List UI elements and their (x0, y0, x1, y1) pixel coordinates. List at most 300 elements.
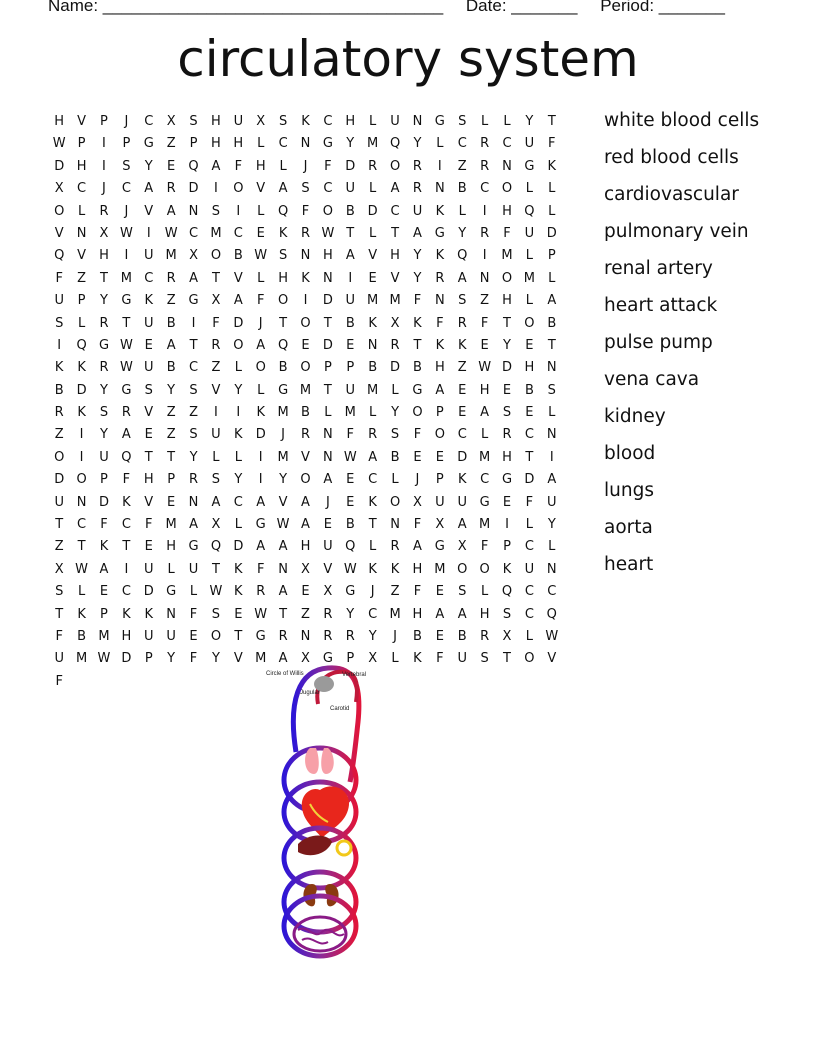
grid-letter[interactable]: E (525, 405, 534, 421)
grid-letter[interactable]: H (233, 136, 244, 152)
grid-letter[interactable]: J (124, 203, 129, 219)
grid-letter[interactable]: Y (234, 382, 243, 398)
grid-letter[interactable]: N (188, 494, 199, 510)
grid-letter[interactable]: O (524, 651, 535, 667)
grid-letter[interactable]: R (480, 225, 490, 241)
grid-letter[interactable]: F (480, 315, 489, 331)
grid-letter[interactable]: P (77, 136, 86, 152)
grid-letter[interactable]: P (435, 472, 444, 488)
grid-letter[interactable]: R (323, 606, 333, 622)
grid-letter[interactable]: C (144, 270, 154, 286)
grid-letter[interactable]: A (412, 225, 422, 241)
grid-letter[interactable]: R (502, 427, 512, 443)
grid-letter[interactable]: P (100, 114, 108, 129)
grid-letter[interactable]: F (525, 494, 534, 510)
grid-letter[interactable]: P (144, 651, 153, 667)
grid-letter[interactable]: F (413, 584, 422, 600)
grid-letter[interactable]: E (435, 628, 444, 644)
grid-letter[interactable]: R (99, 360, 109, 376)
grid-letter[interactable]: S (458, 114, 467, 129)
grid-letter[interactable]: R (412, 158, 422, 174)
grid-letter[interactable]: Y (100, 293, 108, 309)
grid-letter[interactable]: X (412, 494, 422, 510)
grid-letter[interactable]: X (502, 628, 512, 644)
grid-letter[interactable]: R (480, 136, 490, 152)
grid-letter[interactable]: L (548, 203, 556, 219)
grid-letter[interactable]: T (525, 449, 534, 465)
grid-letter[interactable]: Y (100, 427, 108, 443)
grid-letter[interactable]: U (144, 628, 154, 644)
grid-letter[interactable]: K (457, 337, 467, 353)
grid-letter[interactable]: U (524, 136, 535, 152)
grid-letter[interactable]: M (210, 225, 222, 241)
grid-letter[interactable]: W (343, 561, 357, 577)
grid-letter[interactable]: C (524, 539, 534, 555)
grid-letter[interactable]: S (458, 293, 467, 309)
grid-letter[interactable]: V (54, 225, 64, 241)
grid-letter[interactable]: E (189, 628, 198, 644)
grid-letter[interactable]: R (345, 628, 355, 644)
grid-letter[interactable]: F (212, 315, 220, 331)
grid-letter[interactable]: K (234, 427, 243, 443)
grid-letter[interactable]: U (547, 494, 557, 510)
grid-letter[interactable]: Y (234, 472, 243, 488)
grid-letter[interactable]: A (144, 181, 154, 197)
grid-letter[interactable]: Z (166, 427, 176, 443)
grid-letter[interactable]: V (368, 248, 378, 264)
grid-letter[interactable]: D (121, 651, 132, 667)
grid-letter[interactable]: X (435, 517, 445, 533)
grid-letter[interactable]: M (299, 382, 312, 398)
grid-letter[interactable]: I (214, 181, 218, 197)
grid-letter[interactable]: E (167, 158, 176, 174)
grid-letter[interactable]: Q (188, 158, 199, 174)
grid-letter[interactable]: P (122, 136, 131, 152)
grid-letter[interactable]: I (214, 405, 218, 421)
grid-letter[interactable]: T (55, 606, 64, 622)
grid-letter[interactable]: U (144, 248, 154, 264)
grid-letter[interactable]: U (188, 561, 199, 577)
grid-letter[interactable]: E (144, 337, 153, 353)
grid-letter[interactable]: L (167, 561, 175, 577)
grid-letter[interactable]: V (144, 494, 154, 510)
grid-letter[interactable]: E (167, 494, 176, 510)
date-field[interactable]: Date: _______ (465, 0, 578, 15)
grid-letter[interactable]: F (234, 158, 243, 174)
grid-letter[interactable]: X (390, 315, 400, 331)
grid-letter[interactable]: I (482, 248, 487, 264)
grid-letter[interactable]: G (98, 337, 110, 353)
grid-letter[interactable]: T (279, 315, 288, 331)
grid-letter[interactable]: D (502, 360, 513, 376)
grid-letter[interactable]: N (502, 158, 512, 174)
grid-letter[interactable]: H (345, 114, 356, 129)
grid-letter[interactable]: C (121, 181, 131, 197)
grid-letter[interactable]: H (143, 472, 154, 488)
grid-letter[interactable]: F (480, 539, 489, 555)
grid-letter[interactable]: X (189, 248, 198, 264)
grid-letter[interactable]: K (502, 561, 512, 577)
grid-letter[interactable]: T (279, 606, 288, 622)
grid-letter[interactable]: R (166, 181, 176, 197)
grid-letter[interactable]: Q (546, 606, 557, 622)
grid-letter[interactable]: O (233, 181, 244, 197)
grid-letter[interactable]: F (548, 136, 556, 152)
grid-letter[interactable]: Y (211, 651, 220, 667)
grid-letter[interactable]: U (54, 651, 64, 667)
grid-letter[interactable]: D (143, 584, 154, 600)
grid-letter[interactable]: V (144, 405, 154, 421)
grid-letter[interactable]: K (54, 360, 64, 376)
grid-letter[interactable]: L (324, 405, 332, 421)
grid-letter[interactable]: S (458, 584, 467, 600)
grid-letter[interactable]: C (524, 427, 534, 443)
grid-letter[interactable]: R (368, 158, 378, 174)
grid-letter[interactable]: E (346, 472, 355, 488)
grid-letter[interactable]: H (390, 248, 400, 264)
grid-letter[interactable]: Y (279, 472, 288, 488)
grid-letter[interactable]: N (546, 427, 557, 443)
grid-letter[interactable]: L (234, 360, 242, 376)
grid-letter[interactable]: X (301, 561, 310, 577)
grid-letter[interactable]: K (368, 561, 377, 577)
grid-letter[interactable]: S (278, 248, 288, 264)
grid-letter[interactable]: C (121, 517, 131, 533)
grid-letter[interactable]: I (79, 449, 84, 465)
grid-letter[interactable]: I (57, 337, 62, 353)
grid-letter[interactable]: U (457, 651, 467, 667)
grid-letter[interactable]: A (457, 517, 467, 533)
grid-letter[interactable]: Q (524, 203, 535, 219)
grid-letter[interactable]: Q (76, 337, 87, 353)
grid-letter[interactable]: I (258, 449, 263, 465)
grid-letter[interactable]: U (435, 494, 445, 510)
grid-letter[interactable]: S (189, 114, 198, 129)
grid-letter[interactable]: T (122, 315, 131, 331)
grid-letter[interactable]: T (144, 449, 153, 465)
grid-letter[interactable]: T (100, 270, 108, 286)
grid-letter[interactable]: P (189, 136, 198, 152)
grid-letter[interactable]: Y (547, 517, 556, 533)
grid-letter[interactable]: M (434, 561, 446, 577)
grid-letter[interactable]: L (279, 158, 287, 174)
grid-letter[interactable]: W (478, 360, 492, 376)
grid-letter[interactable]: D (367, 203, 378, 219)
grid-letter[interactable]: F (346, 427, 355, 443)
grid-letter[interactable]: L (391, 382, 399, 398)
grid-letter[interactable]: U (144, 360, 154, 376)
grid-letter[interactable]: L (525, 628, 534, 644)
grid-letter[interactable]: R (189, 472, 199, 488)
grid-letter[interactable]: T (503, 651, 511, 667)
grid-letter[interactable]: F (189, 606, 198, 622)
grid-letter[interactable]: W (164, 225, 178, 241)
grid-letter[interactable]: D (233, 539, 244, 555)
grid-letter[interactable]: B (412, 360, 422, 376)
grid-letter[interactable]: W (254, 248, 268, 264)
grid-letter[interactable]: P (503, 539, 511, 555)
grid-letter[interactable]: C (189, 360, 199, 376)
grid-letter[interactable]: Y (346, 606, 355, 622)
grid-letter[interactable]: L (212, 449, 220, 465)
grid-letter[interactable]: S (55, 584, 64, 600)
grid-letter[interactable]: N (434, 181, 445, 197)
grid-letter[interactable]: F (436, 651, 444, 667)
grid-letter[interactable]: K (413, 651, 422, 667)
grid-letter[interactable]: O (524, 315, 535, 331)
grid-letter[interactable]: P (100, 606, 108, 622)
grid-letter[interactable]: A (99, 561, 109, 577)
grid-letter[interactable]: B (390, 449, 400, 465)
grid-letter[interactable]: E (525, 337, 534, 353)
grid-letter[interactable]: S (211, 472, 221, 488)
grid-letter[interactable]: R (300, 225, 311, 241)
grid-letter[interactable]: A (166, 337, 176, 353)
grid-letter[interactable]: V (547, 651, 557, 667)
grid-letter[interactable]: Y (368, 628, 377, 644)
grid-letter[interactable]: B (547, 315, 557, 331)
grid-letter[interactable]: U (323, 539, 333, 555)
grid-letter[interactable]: W (52, 136, 66, 152)
grid-letter[interactable]: Z (211, 360, 221, 376)
grid-letter[interactable]: H (278, 270, 288, 286)
grid-letter[interactable]: L (391, 472, 399, 488)
grid-letter[interactable]: O (322, 203, 333, 219)
grid-letter[interactable]: L (77, 584, 86, 600)
grid-letter[interactable]: Q (345, 539, 356, 555)
grid-letter[interactable]: K (368, 315, 377, 331)
grid-letter[interactable]: H (322, 248, 333, 264)
grid-letter[interactable]: K (122, 606, 131, 622)
grid-letter[interactable]: J (303, 158, 308, 174)
grid-letter[interactable]: U (166, 628, 176, 644)
grid-letter[interactable]: Y (391, 405, 400, 421)
grid-letter[interactable]: N (546, 360, 557, 376)
grid-letter[interactable]: K (301, 114, 310, 129)
grid-letter[interactable]: Q (501, 584, 513, 600)
grid-letter[interactable]: D (457, 449, 468, 465)
grid-letter[interactable]: I (482, 203, 487, 219)
grid-letter[interactable]: L (525, 293, 534, 309)
grid-letter[interactable]: O (412, 405, 423, 421)
grid-letter[interactable]: A (189, 270, 198, 286)
grid-letter[interactable]: O (389, 494, 401, 510)
grid-letter[interactable]: T (323, 315, 332, 331)
grid-letter[interactable]: V (233, 270, 243, 286)
grid-letter[interactable]: B (345, 517, 355, 533)
grid-letter[interactable]: H (99, 248, 109, 264)
grid-letter[interactable]: W (119, 360, 133, 376)
grid-letter[interactable]: J (281, 427, 286, 443)
grid-letter[interactable]: S (189, 382, 198, 398)
grid-letter[interactable]: E (323, 517, 332, 533)
grid-letter[interactable]: B (166, 360, 176, 376)
grid-letter[interactable]: W (276, 517, 290, 533)
grid-letter[interactable]: O (300, 315, 311, 331)
grid-letter[interactable]: B (233, 248, 243, 264)
grid-letter[interactable]: W (209, 584, 223, 600)
grid-letter[interactable]: B (412, 628, 422, 644)
grid-letter[interactable]: X (166, 114, 176, 129)
grid-letter[interactable]: A (189, 517, 198, 533)
grid-letter[interactable]: I (79, 427, 84, 443)
grid-letter[interactable]: U (524, 225, 535, 241)
grid-letter[interactable]: A (256, 494, 266, 510)
grid-letter[interactable]: V (77, 248, 87, 264)
grid-letter[interactable]: R (390, 539, 400, 555)
grid-letter[interactable]: L (257, 382, 265, 398)
grid-letter[interactable]: C (189, 225, 199, 241)
grid-letter[interactable]: R (390, 337, 400, 353)
grid-letter[interactable]: K (77, 405, 86, 421)
grid-letter[interactable]: G (255, 628, 266, 644)
grid-letter[interactable]: C (323, 181, 333, 197)
grid-letter[interactable]: K (99, 539, 109, 555)
grid-letter[interactable]: A (547, 293, 557, 309)
grid-letter[interactable]: P (346, 360, 355, 376)
grid-letter[interactable]: Q (210, 539, 222, 555)
grid-letter[interactable]: T (189, 337, 198, 353)
grid-letter[interactable]: K (144, 293, 154, 309)
grid-letter[interactable]: Z (301, 606, 310, 622)
grid-letter[interactable]: J (102, 181, 106, 197)
grid-letter[interactable]: N (166, 606, 177, 622)
grid-letter[interactable]: N (76, 494, 87, 510)
grid-letter[interactable]: K (435, 203, 445, 219)
grid-letter[interactable]: R (99, 315, 109, 331)
grid-letter[interactable]: G (188, 293, 199, 309)
grid-letter[interactable]: O (54, 203, 65, 219)
grid-letter[interactable]: N (323, 270, 333, 286)
grid-letter[interactable]: N (390, 517, 400, 533)
grid-letter[interactable]: O (210, 628, 222, 644)
grid-letter[interactable]: O (300, 472, 311, 488)
grid-letter[interactable]: X (211, 293, 221, 309)
grid-letter[interactable]: U (345, 382, 356, 398)
grid-letter[interactable]: K (77, 360, 86, 376)
grid-letter[interactable]: S (502, 606, 512, 622)
grid-letter[interactable]: X (211, 517, 221, 533)
grid-letter[interactable]: N (412, 114, 423, 129)
grid-letter[interactable]: W (254, 606, 268, 622)
grid-letter[interactable]: Z (189, 405, 198, 421)
grid-letter[interactable]: M (120, 270, 132, 286)
grid-letter[interactable]: F (55, 270, 63, 286)
grid-letter[interactable]: Q (54, 248, 65, 264)
grid-letter[interactable]: V (256, 181, 266, 197)
grid-letter[interactable]: U (54, 494, 64, 510)
grid-letter[interactable]: N (188, 203, 199, 219)
grid-letter[interactable]: B (54, 382, 64, 398)
grid-letter[interactable]: J (124, 114, 129, 129)
grid-letter[interactable]: E (435, 584, 444, 600)
grid-letter[interactable]: L (369, 114, 377, 129)
grid-letter[interactable]: Z (54, 427, 64, 443)
grid-letter[interactable]: G (121, 293, 132, 309)
grid-letter[interactable]: L (257, 203, 265, 219)
grid-letter[interactable]: A (211, 494, 221, 510)
grid-letter[interactable]: H (211, 136, 221, 152)
grid-letter[interactable]: L (257, 136, 265, 152)
grid-letter[interactable]: Y (413, 270, 422, 286)
grid-letter[interactable]: F (413, 427, 422, 443)
grid-letter[interactable]: D (322, 337, 333, 353)
grid-letter[interactable]: M (523, 270, 535, 286)
grid-letter[interactable]: M (255, 651, 267, 667)
grid-letter[interactable]: B (301, 405, 310, 421)
grid-letter[interactable]: I (124, 561, 129, 577)
grid-letter[interactable]: G (412, 382, 423, 398)
grid-letter[interactable]: F (100, 517, 108, 533)
grid-letter[interactable]: N (300, 628, 311, 644)
grid-letter[interactable]: L (369, 405, 377, 421)
grid-letter[interactable]: C (233, 494, 243, 510)
grid-letter[interactable]: B (77, 628, 87, 644)
grid-letter[interactable]: G (121, 382, 132, 398)
grid-letter[interactable]: L (525, 248, 534, 264)
grid-letter[interactable]: M (75, 651, 88, 667)
grid-letter[interactable]: N (434, 293, 445, 309)
grid-letter[interactable]: G (255, 517, 266, 533)
grid-letter[interactable]: E (458, 382, 467, 398)
grid-letter[interactable]: E (144, 539, 153, 555)
grid-letter[interactable]: I (124, 248, 129, 264)
grid-letter[interactable]: R (121, 405, 131, 421)
grid-letter[interactable]: Q (121, 449, 132, 465)
grid-letter[interactable]: E (502, 494, 512, 510)
grid-letter[interactable]: T (346, 225, 355, 241)
grid-letter[interactable]: V (278, 494, 288, 510)
grid-letter[interactable]: L (369, 539, 377, 555)
grid-letter[interactable]: E (368, 270, 377, 286)
grid-letter[interactable]: H (524, 360, 535, 376)
grid-letter[interactable]: L (234, 517, 242, 533)
grid-letter[interactable]: D (322, 293, 333, 309)
grid-letter[interactable]: N (479, 270, 490, 286)
grid-letter[interactable]: L (369, 225, 377, 241)
grid-letter[interactable]: S (278, 114, 288, 129)
grid-letter[interactable]: Y (167, 382, 176, 398)
grid-letter[interactable]: V (323, 561, 333, 577)
grid-letter[interactable]: S (301, 181, 310, 197)
grid-letter[interactable]: Y (346, 136, 355, 152)
grid-letter[interactable]: W (545, 628, 559, 644)
grid-letter[interactable]: D (54, 158, 65, 174)
grid-letter[interactable]: A (301, 494, 310, 510)
grid-letter[interactable]: F (413, 293, 422, 309)
grid-letter[interactable]: V (211, 382, 221, 398)
grid-letter[interactable]: W (321, 225, 335, 241)
grid-letter[interactable]: F (55, 673, 63, 689)
grid-letter[interactable]: X (323, 584, 333, 600)
grid-letter[interactable]: M (367, 382, 379, 398)
grid-letter[interactable]: A (121, 427, 131, 443)
grid-letter[interactable]: K (256, 405, 265, 421)
grid-letter[interactable]: E (480, 337, 489, 353)
grid-letter[interactable]: R (323, 628, 333, 644)
grid-letter[interactable]: K (457, 472, 467, 488)
grid-letter[interactable]: R (457, 315, 467, 331)
grid-letter[interactable]: A (233, 293, 243, 309)
grid-letter[interactable]: T (503, 315, 511, 331)
grid-letter[interactable]: U (345, 181, 356, 197)
grid-letter[interactable]: I (102, 136, 106, 152)
grid-letter[interactable]: V (390, 270, 400, 286)
grid-letter[interactable]: M (277, 449, 289, 465)
grid-letter[interactable]: X (301, 651, 310, 667)
grid-letter[interactable]: E (413, 449, 422, 465)
grid-letter[interactable]: X (457, 539, 467, 555)
